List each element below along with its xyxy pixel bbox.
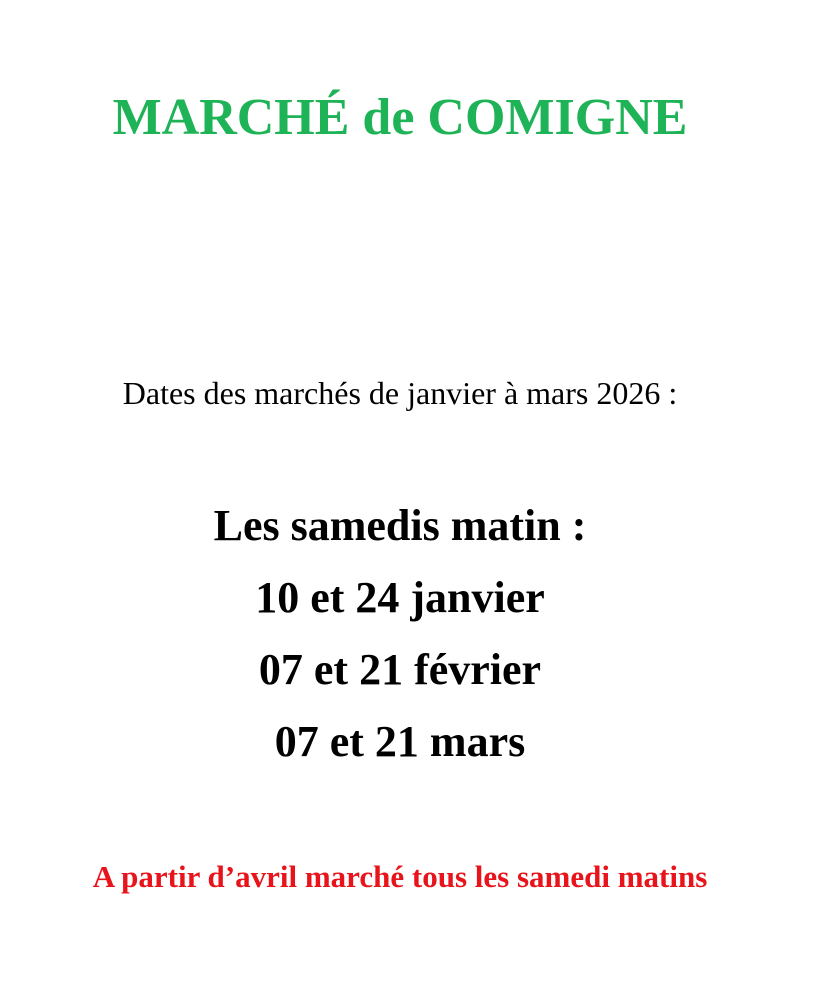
dates-intro: Dates des marchés de janvier à mars 2026 : (122, 375, 678, 411)
schedule-date-january: 10 et 24 janvier (255, 573, 545, 622)
schedule-date-february: 07 et 21 février (258, 645, 542, 694)
schedule-block (0, 490, 800, 778)
market-title: MARCHÉ de COMIGNE (112, 89, 688, 146)
schedule-date-march: 07 et 21 mars (274, 717, 526, 766)
schedule-heading: Les samedis matin : (213, 501, 587, 550)
april-notice: A partir d’avril marché tous les samedi matins (92, 859, 708, 894)
